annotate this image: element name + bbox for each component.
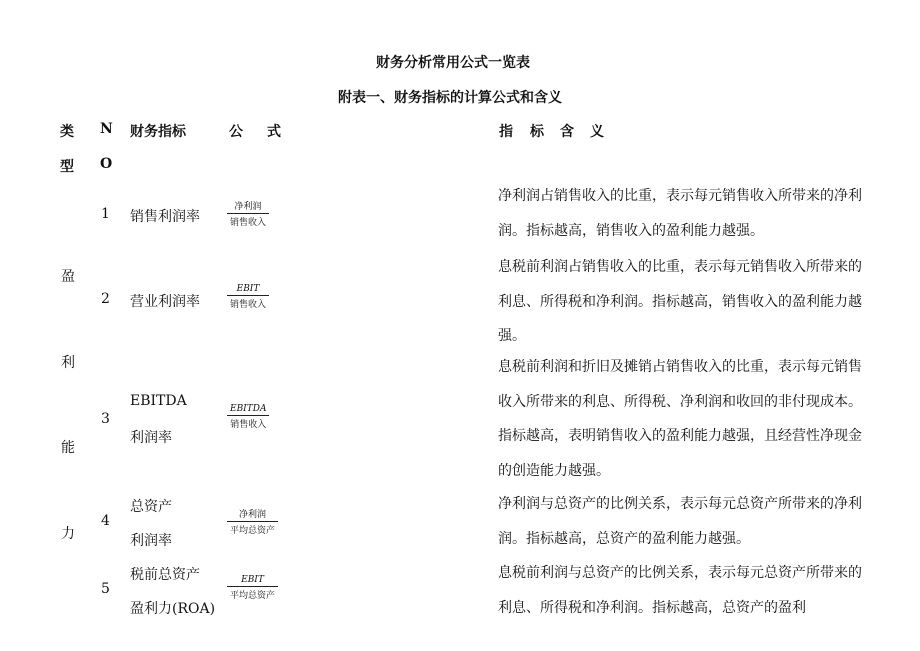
indicator-name: 销售利润率: [130, 209, 200, 225]
indicator-name: 总资产: [130, 499, 172, 515]
header-meaning-1: 指: [499, 124, 513, 140]
category-char: 盈: [61, 269, 75, 285]
formula-fraction: [227, 575, 278, 601]
formula-numerator: 净利润: [227, 199, 269, 214]
formula-fraction: [227, 284, 269, 310]
indicator-meaning: 净利润与总资产的比例关系，表示每元总资产所带来的净利润。指标越高，总资产的盈利能力越强。: [498, 496, 862, 547]
formula-denominator: 平均总资产: [230, 591, 276, 601]
header-type-2: 型: [60, 159, 74, 175]
formula-numerator: EBIT: [227, 284, 269, 296]
formula-fraction: [227, 199, 269, 228]
row-number: 3: [101, 411, 110, 427]
formula-numerator: EBITDA: [227, 404, 269, 416]
indicator-meaning: 息税前利润占销售收入的比重，表示每元销售收入所带来的利息、所得税和净利润。指标越高，销售收入的盈利能力越强。: [498, 259, 862, 344]
page-title: 财务分析常用公式一览表: [376, 55, 530, 71]
indicator-meaning: 息税前利润和折旧及摊销占销售收入的比重，表示每元销售收入所带来的利息、所得税、净利润和收回的非付现成本。指标越高，表明销售收入的盈利能力越强，且经营性净现金的创造能力越强。: [498, 359, 862, 479]
row-number: 1: [101, 206, 110, 222]
formula-fraction: [227, 404, 269, 430]
page-subtitle: 附表一、财务指标的计算公式和含义: [338, 90, 562, 106]
formula-denominator: 销售收入: [230, 218, 267, 228]
row-number: 4: [101, 513, 110, 529]
indicator-name: EBITDA: [130, 393, 187, 409]
indicator-name: 利润率: [130, 533, 172, 549]
category-char: 力: [61, 526, 75, 542]
header-formula-1: 公: [229, 124, 243, 140]
indicator-meaning: 净利润占销售收入的比重，表示每元销售收入所带来的净利润。指标越高，销售收入的盈利能力越强。: [498, 188, 862, 239]
category-char: 利: [61, 355, 75, 371]
formula-denominator: 销售收入: [230, 420, 267, 430]
row-number: 2: [101, 291, 110, 307]
formula-numerator: 净利润: [227, 507, 278, 522]
formula-fraction: [227, 507, 278, 536]
header-formula-2: 式: [267, 124, 281, 140]
indicator-name: 盈利力(ROA): [130, 601, 216, 617]
header-no-1: N: [100, 121, 113, 137]
indicator-name: 利润率: [130, 430, 172, 446]
header-indicator: 财务指标: [130, 124, 186, 140]
indicator-meaning: 息税前利润与总资产的比例关系，表示每元总资产所带来的利息、所得税和净利润。指标越高，总资产的盈利: [498, 565, 862, 616]
header-meaning-4: 义: [590, 124, 604, 140]
category-char: 能: [61, 440, 75, 456]
formula-numerator: EBIT: [227, 575, 278, 587]
indicator-name: 营业利润率: [130, 294, 200, 310]
formula-denominator: 平均总资产: [230, 526, 276, 536]
header-no-2: O: [100, 156, 113, 172]
row-number: 5: [101, 581, 110, 597]
header-meaning-2: 标: [530, 124, 544, 140]
indicator-name: 税前总资产: [130, 567, 200, 583]
header-type-1: 类: [60, 124, 74, 140]
formula-denominator: 销售收入: [230, 300, 267, 310]
header-meaning-3: 含: [560, 124, 574, 140]
